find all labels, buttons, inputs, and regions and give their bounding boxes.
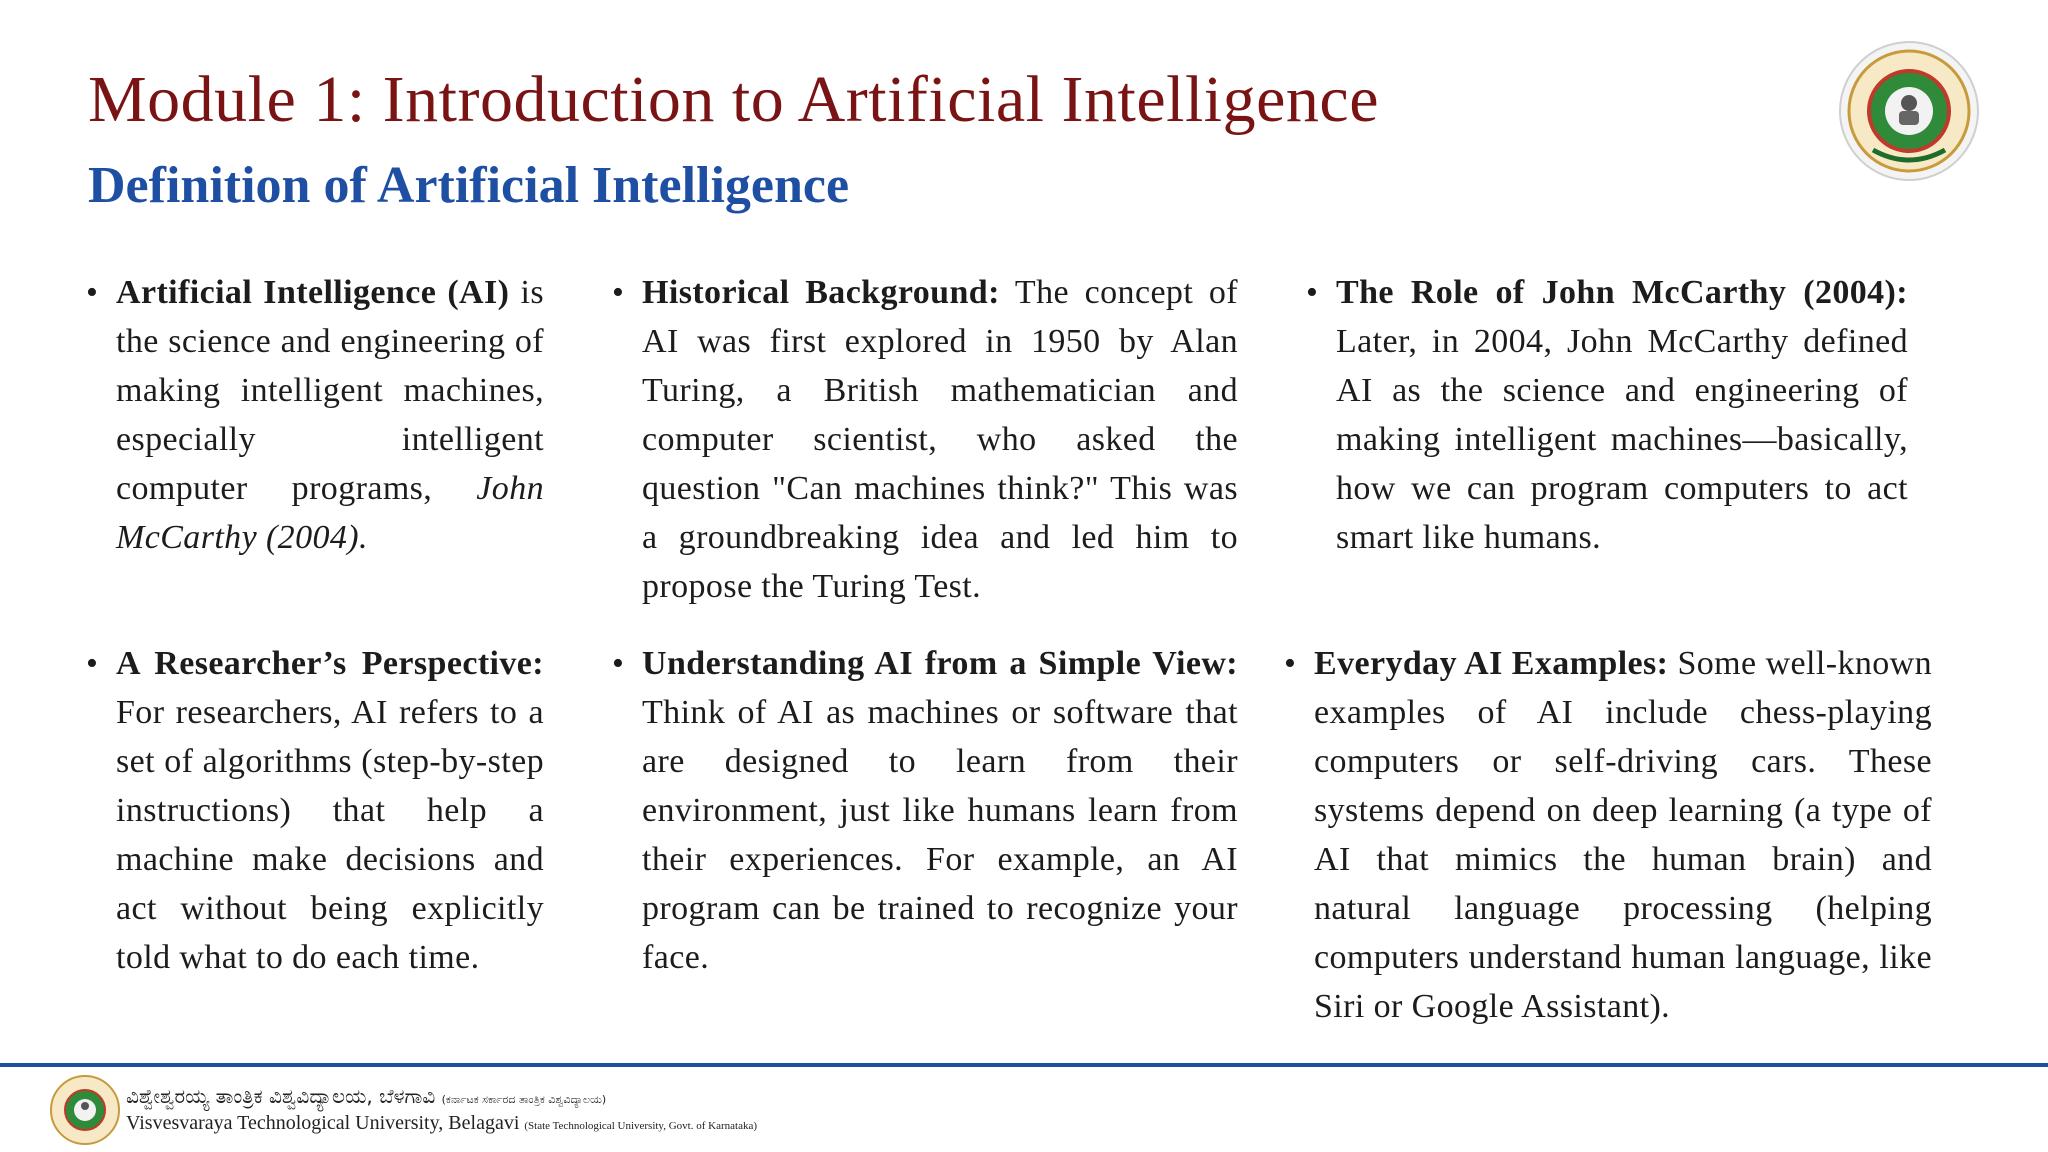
bullet-role-of-mccarthy xyxy=(1306,268,1908,562)
bullet-simple-view xyxy=(612,639,1238,982)
footer-english-line: Visvesvaraya Technological University, Belagavi (State Technological University, Govt. of Karnataka) xyxy=(126,1112,757,1134)
slide-title: Module 1: Introduction to Artificial Intelligence xyxy=(88,63,1380,136)
university-seal-icon xyxy=(1838,40,1980,182)
bullet-text: Understanding AI from a Simple View: Think of AI as machines or software that are designed to learn from their environment, just like humans learn from their experiences. For example, an AI program can be trained to recognize your face. xyxy=(642,645,1238,976)
bullet-dot-icon: • xyxy=(86,645,98,682)
slide-subtitle: Definition of Artificial Intelligence xyxy=(88,157,850,214)
bullet-text: The Role of John McCarthy (2004): Later, in 2004, John McCarthy defined AI as the science and engineering of making intelligent machines—basically, how we can program computers to act smart like humans. xyxy=(1336,274,1908,556)
bullet-ai-definition xyxy=(86,268,544,562)
bullet-dot-icon: • xyxy=(86,274,98,311)
bullet-text: A Researcher’s Perspective: For researchers, AI refers to a set of algorithms (step-by-step instructions) that help a machine make decisions and act without being explicitly told what to do each time. xyxy=(116,645,544,976)
bullet-text: Artificial Intelligence (AI) is the science and engineering of making intelligent machines, especially intelligent computer programs, John McCarthy (2004). xyxy=(116,274,544,556)
footer-divider xyxy=(0,1063,2048,1067)
bullet-text: Everyday AI Examples: Some well-known examples of AI include chess-playing computers or self-driving cars. These systems depend on deep learning (a type of AI that mimics the human brain) and natural language processing (helping computers understand human language, like Siri or Google Assistant). xyxy=(1314,645,1932,1025)
bullet-dot-icon: • xyxy=(1306,274,1318,311)
footer-kannada-line: ವಿಶ್ವೇಶ್ವರಯ್ಯ ತಾಂತ್ರಿಕ ವಿಶ್ವವಿದ್ಯಾಲಯ, ಬೆಳಗಾವಿ (ಕರ್ನಾಟಕ ಸರ್ಕಾರದ ತಾಂತ್ರಿಕ ವಿಶ್ವವಿದ್ಯಾಲಯ) xyxy=(126,1084,607,1108)
bullet-historical-background xyxy=(612,268,1238,611)
bullet-everyday-examples xyxy=(1284,639,1932,1031)
bullet-dot-icon: • xyxy=(612,274,624,311)
bullet-dot-icon: • xyxy=(1284,645,1296,682)
university-seal-icon xyxy=(50,1075,120,1145)
bullet-dot-icon: • xyxy=(612,645,624,682)
bullet-researcher-perspective xyxy=(86,639,544,982)
bullet-text: Historical Background: The concept of AI was first explored in 1950 by Alan Turing, a British mathematician and computer scientist, who asked the question "Can machines think?" This was a groundbreaking idea and led him to propose the Turing Test. xyxy=(642,274,1238,605)
